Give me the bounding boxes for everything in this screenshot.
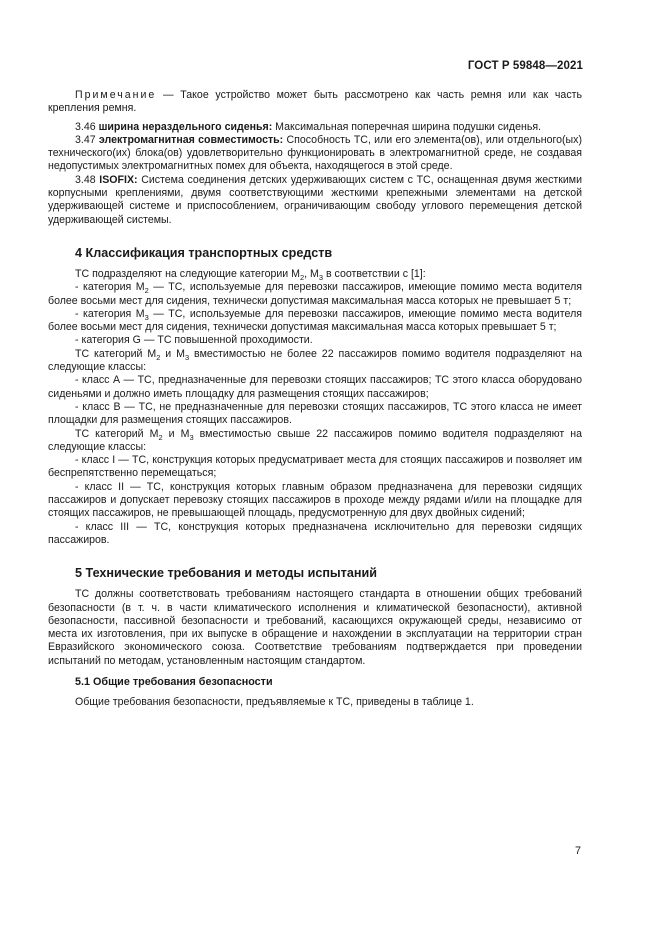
class-b-item: - класс В — ТС, не предназначенные для перевозки стоящих пассажиров, ТС этого класса не имеет площадки для размещения стоящих пассажиров. bbox=[48, 400, 582, 427]
standard-code-header: ГОСТ Р 59848—2021 bbox=[467, 60, 583, 72]
definition-3-47 bbox=[48, 134, 582, 174]
definition-text: Система соединения детских удерживающих систем с ТС, оснащенная двумя жесткими корпусными креплениями, двумя соответствующими жесткими крепежными элементами на детской удерживающей системе и приспособлением, ограничивающим свободу углового перемещения детской удерживающей системы. bbox=[48, 173, 583, 226]
definition-term: ISOFIX: bbox=[99, 173, 138, 186]
text-part: ТС категорий М bbox=[75, 427, 159, 440]
section-4-title: 4 Классификация транспортных средств bbox=[75, 245, 333, 260]
subscript: 2 bbox=[158, 432, 163, 442]
text-part: — ТС, используемые для перевозки пассажиров, имеющие помимо места водителя более восьми мест для сидения, технически допустимая максимальная масса которых не превышает 5 т; bbox=[48, 281, 582, 307]
subscript: 3 bbox=[144, 312, 149, 322]
class-3-item: - класс III — ТС, конструкция которых предназначена исключительно для перевозки сидящих пассажиров. bbox=[48, 520, 582, 546]
text-part: , М bbox=[304, 267, 319, 280]
definition-text: Способность ТС, или его элемента(ов), или отдельного(ых) технического(их) блока(ов) удовлетворительно функционировать в электромагнитной среде, не создавая недопустимых электромагнитных помех для объекта, находящегося в этой среде. bbox=[48, 133, 582, 173]
subscript: 2 bbox=[144, 286, 149, 296]
subsection-5-1-title: 5.1 Общие требования безопасности bbox=[75, 675, 273, 688]
page-number: 7 bbox=[574, 845, 581, 857]
definition-3-48 bbox=[48, 174, 582, 227]
text-part: ТС категорий М bbox=[75, 347, 157, 360]
category-m3-item bbox=[48, 308, 582, 335]
text-part: - категория М bbox=[75, 307, 145, 320]
document-body bbox=[48, 89, 582, 709]
subscript: 3 bbox=[189, 432, 194, 442]
class-2-item: - класс II — ТС, конструкция которых главным образом предназначена для перевозки сидящих пассажиров и допускает перевозку стоящих пассажиров в проходе между рядами и/или на площадке для стоящих пассажиров, не превышающей площадь, предусмотренную для двух двойных сидений; bbox=[48, 480, 582, 520]
definition-term: ширина нераздельного сиденья: bbox=[98, 120, 273, 133]
definition-number: 3.47 bbox=[75, 133, 99, 146]
subscript: 2 bbox=[299, 273, 305, 283]
subscript: 2 bbox=[156, 352, 161, 362]
text-part: вместимостью не более 22 пассажиров помимо водителя подразделяют на следующие классы: bbox=[48, 347, 582, 374]
large-capacity-intro bbox=[48, 428, 582, 455]
definition-number: 3.46 bbox=[75, 120, 99, 133]
definition-3-46 bbox=[48, 121, 582, 134]
category-g-item: - категория G — ТС повышенной проходимости. bbox=[75, 334, 313, 347]
definition-term: электромагнитная совместимость: bbox=[98, 133, 284, 146]
class-1-item: - класс I — ТС, конструкция которых предусматривает места для стоящих пассажиров и позволяет им беспрепятственно перемещаться; bbox=[48, 454, 582, 480]
small-capacity-intro bbox=[48, 348, 582, 375]
subscript: 3 bbox=[184, 352, 190, 362]
category-m2-item bbox=[48, 281, 582, 308]
section-5-paragraph: ТС должны соответствовать требованиям настоящего стандарта в отношении общих требований безопасности (в т. ч. в части климатического исполнения и климатической безопасности), активной безопасности, пассивной безопасности и требований, касающихся окружающей среды, независимо от места их изготовления, при их выпуске в обращение и нахождении в эксплуатации на территории стран Евразийского экономического союза. Соответствие требованиям подтверждается при проведении испытаний по методам, установленным настоящим стандартом. bbox=[48, 588, 582, 667]
text-part: и М bbox=[162, 427, 190, 440]
text-part: и М bbox=[160, 347, 185, 360]
section-4-intro bbox=[48, 268, 582, 281]
text-part: вместимостью свыше 22 пассажиров помимо водителя подразделяют на следующие классы: bbox=[48, 427, 582, 453]
note-text: — Такое устройство может быть рассмотрено как часть ремня или как часть крепления ремня. bbox=[48, 89, 582, 115]
text-part: — ТС, используемые для перевозки пассажиров, имеющие помимо места водителя более восьми мест для сидения, технически допустимая максимальная масса которых превышает 5 т; bbox=[48, 307, 582, 334]
definition-number: 3.48 bbox=[75, 173, 100, 186]
class-a-item: - класс А — ТС, предназначенные для перевозки стоящих пассажиров; ТС этого класса оборудовано сиденьями и должно иметь площадку для размещения стоящих пассажиров; bbox=[48, 374, 582, 400]
definition-text: Максимальная поперечная ширина подушки сиденья. bbox=[272, 120, 542, 133]
note-label: Примечание bbox=[75, 89, 157, 101]
text-part: ТС подразделяют на следующие категории М bbox=[75, 267, 300, 280]
section-5-title: 5 Технические требования и методы испытаний bbox=[75, 566, 377, 581]
subscript: 3 bbox=[318, 273, 324, 283]
text-part: в соответствии с [1]: bbox=[323, 267, 426, 280]
text-part: - категория М bbox=[75, 281, 145, 294]
subsection-5-1-paragraph: Общие требования безопасности, предъявляемые к ТС, приведены в таблице 1. bbox=[75, 695, 474, 708]
note-paragraph bbox=[48, 89, 582, 116]
